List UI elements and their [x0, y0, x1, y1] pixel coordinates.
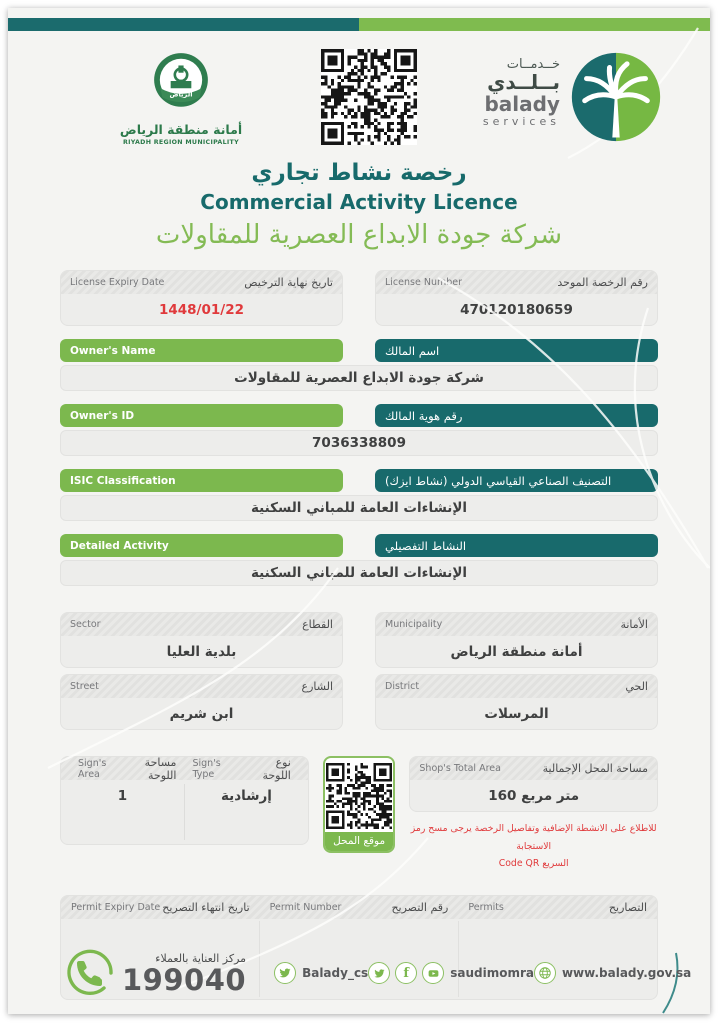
licence-document: [8, 8, 710, 1014]
sign-type-label-en: Sign's Type: [192, 757, 221, 780]
permit-expiry-col-en: Permit Expiry Date: [71, 901, 161, 913]
permits-col-ar: التصاريح: [608, 900, 648, 914]
phone-icon: [66, 949, 114, 997]
customer-care-block: [66, 949, 246, 997]
isic-label-en: ISIC Classification: [60, 469, 343, 492]
detailed-activity-header-row: [60, 534, 658, 557]
owner-id-label-ar: رقم هوية المالك: [375, 404, 658, 427]
municipality-name-arabic: أمانة منطقة الرياض: [119, 122, 243, 137]
balady-services-text: services: [482, 115, 560, 128]
shop-area-label-en: Shop's Total Area: [419, 763, 501, 774]
permit-number-col-en: Permit Number: [269, 901, 342, 913]
shop-location-qr-card: [323, 756, 396, 853]
sign-type-label-ar: نوع اللوحة: [262, 756, 291, 782]
qr-note-line1: للاطلاع على الانشطة الإضافية وتفاصيل الرخصة يرجى مسح رمز الاستجابة: [410, 823, 657, 852]
license-number-box: [375, 270, 658, 326]
municipality-name-english: RIYADH REGION MUNICIPALITY: [122, 139, 240, 146]
balady-latin-text: balady: [484, 92, 560, 116]
detailed-activity-label-ar: النشاط التفصيلي: [375, 534, 658, 557]
street-label-ar: الشارع: [301, 680, 333, 693]
sector-box: [60, 612, 343, 668]
website-block: [534, 962, 691, 984]
district-value: المرسلات: [484, 705, 549, 722]
license-expiry-value: 1448/01/22: [158, 301, 244, 318]
balady-arabic-text: بــلــدي: [487, 70, 560, 94]
globe-icon: [534, 962, 556, 984]
municipality-label-ar: الأمانة: [620, 618, 648, 631]
title-block: [8, 160, 710, 250]
shop-location-qr-code: [326, 763, 392, 829]
owner-name-header-row: [60, 339, 658, 362]
social-handles-block: [368, 962, 534, 984]
svg-text:الرياض: الرياض: [169, 90, 193, 99]
balady-khadamat-text: خــدمــات: [506, 57, 560, 72]
document-header: [8, 31, 710, 146]
qr-scan-note: [409, 820, 658, 873]
street-label-en: Street: [70, 681, 99, 692]
license-expiry-label-ar: تاريخ نهاية الترخيص: [244, 276, 333, 289]
isic-value: الإنشاءات العامة للمباني السكنية: [60, 495, 658, 521]
district-label-en: District: [385, 681, 420, 692]
customer-care-number: 199040: [122, 962, 247, 997]
twitter-icon: [368, 962, 390, 984]
palm-tree-icon: [570, 51, 662, 143]
permit-number-col-ar: رقم التصريح: [391, 900, 449, 914]
sign-area-value: 1: [117, 788, 128, 804]
isic-label-ar: التصنيف الصناعي القياسي الدولي (نشاط ايزك): [375, 469, 658, 492]
municipality-value: أمانة منطقة الرياض: [450, 643, 583, 660]
company-name-heading: شركة جودة الابداع العصرية للمقاولات: [155, 220, 563, 250]
owner-id-label-en: Owner's ID: [60, 404, 343, 427]
customer-care-label: مركز العناية بالعملاء: [155, 951, 247, 965]
twitter-handle-text: Balady_cs: [302, 966, 369, 980]
municipality-box: [375, 612, 658, 668]
street-value: ابن شريم: [169, 705, 234, 722]
detailed-activity-value: الإنشاءات العامة للمباني السكنية: [60, 560, 658, 586]
sector-label-en: Sector: [70, 619, 101, 630]
sign-area-label-en: Sign's Area: [78, 757, 107, 780]
street-box: [60, 674, 343, 730]
permit-expiry-col-ar: تاريخ انتهاء التصريح: [162, 900, 250, 914]
twitter-icon: [274, 962, 296, 984]
qr-note-line2: السريع Code QR: [498, 858, 569, 870]
owner-name-label-en: Owner's Name: [60, 339, 343, 362]
municipality-logo: [106, 51, 256, 146]
riyadh-emblem-icon: [150, 51, 212, 113]
shop-area-value: 160 متر مربع: [488, 787, 580, 804]
owner-id-header-row: [60, 404, 658, 427]
shop-area-label-ar: مساحة المحل الإجمالية: [542, 762, 648, 775]
sign-type-value: إرشادية: [220, 788, 272, 804]
license-number-value: 470120180659: [460, 301, 573, 318]
document-footer: [8, 944, 710, 1002]
license-expiry-label-en: License Expiry Date: [70, 277, 165, 288]
license-number-label-ar: رقم الرخصة الموحد: [557, 276, 648, 289]
license-expiry-box: [60, 270, 343, 326]
owner-name-value: شركة جودة الابداع العصرية للمقاولات: [60, 365, 658, 391]
facebook-icon: f: [395, 962, 417, 984]
permits-col-en: Permits: [468, 901, 504, 913]
top-bar-green-segment: [359, 18, 710, 31]
license-number-label-en: License Number: [385, 277, 462, 288]
sign-area-label-ar: مساحة اللوحة: [144, 756, 177, 782]
sector-label-ar: القطاع: [302, 618, 333, 631]
owner-id-value: 7036338809: [60, 430, 658, 456]
isic-header-row: [60, 469, 658, 492]
municipality-label-en: Municipality: [385, 619, 443, 630]
shop-area-box: [409, 756, 658, 812]
youtube-icon: [422, 962, 444, 984]
owner-name-label-ar: اسم المالك: [375, 339, 658, 362]
licence-qr-code: [321, 49, 417, 145]
licence-title-english: Commercial Activity Licence: [200, 190, 518, 214]
social-handle-text: saudimomra: [450, 966, 534, 980]
licence-title-arabic: رخصة نشاط تجاري: [251, 160, 467, 186]
twitter-handle-block: [274, 962, 368, 984]
top-color-bar: [8, 18, 710, 31]
top-bar-teal-segment: [8, 18, 359, 31]
website-text: www.balady.gov.sa: [561, 966, 692, 980]
sector-value: بلدية العليا: [166, 643, 237, 660]
district-label-ar: الحي: [625, 680, 648, 693]
detailed-activity-label-en: Detailed Activity: [60, 534, 343, 557]
shop-location-caption: موقع المحل: [325, 832, 394, 851]
district-box: [375, 674, 658, 730]
balady-logo: [483, 51, 662, 143]
sign-info-box: [60, 756, 309, 845]
